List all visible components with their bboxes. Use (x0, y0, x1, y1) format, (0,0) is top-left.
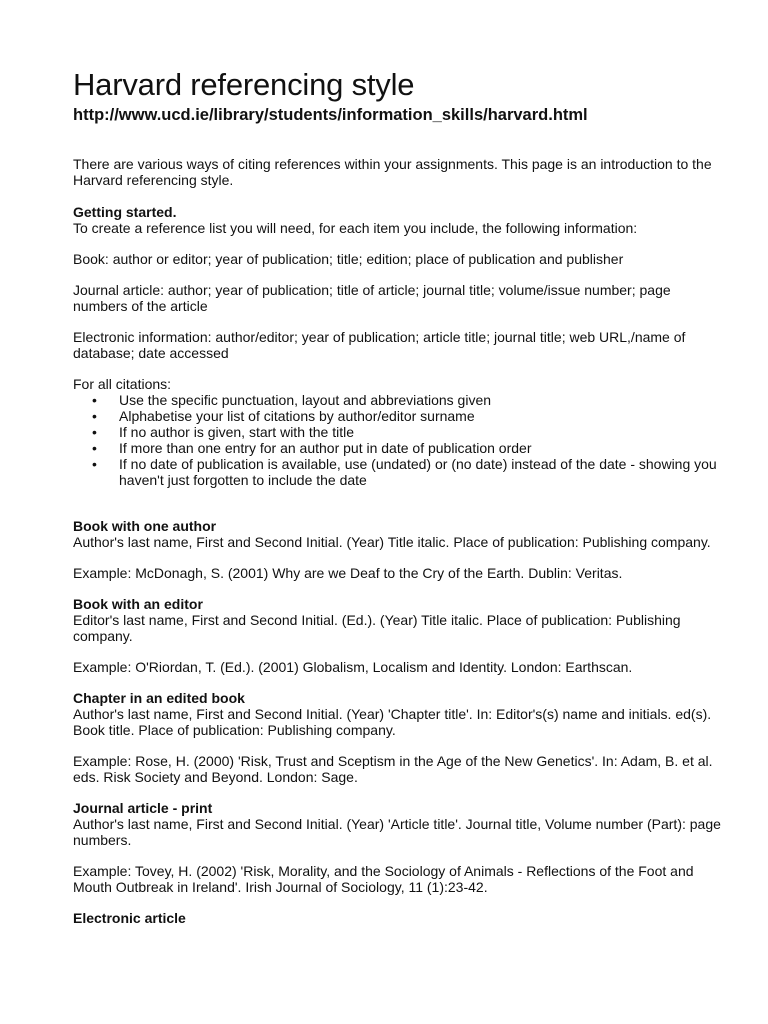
bullet-icon: • (92, 440, 97, 456)
bullet-icon: • (92, 392, 97, 408)
all-citations-label: For all citations: (73, 376, 172, 392)
intro-paragraph: There are various ways of citing references within your assignments. This page is an introduction to the Harvard referencing style. (73, 156, 712, 188)
page-title: Harvard referencing style (73, 67, 415, 102)
bullet-icon: • (92, 408, 97, 424)
list-item (92, 456, 728, 488)
section-example-book-one-author: Example: McDonagh, S. (2001) Why are we Deaf to the Cry of the Earth. Dublin: Veritas. (73, 565, 623, 581)
section-heading-chapter: Chapter in an edited book (73, 690, 245, 706)
section-heading-electronic-article: Electronic article (73, 910, 186, 926)
section-heading-book-editor: Book with an editor (73, 596, 203, 612)
electronic-info: Electronic information: author/editor; year of publication; article title; journal title; web URL,/name of database; date accessed (73, 329, 686, 361)
journal-info: Journal article: author; year of publication; title of article; journal title; volume/issue number; page numbers of the article (73, 282, 671, 314)
bullet-icon: • (92, 456, 97, 472)
source-url: http://www.ucd.ie/library/students/information_skills/harvard.html (73, 106, 588, 124)
section-format-journal-print: Author's last name, First and Second Initial. (Year) 'Article title'. Journal title, Volume number (Part): page numbers. (73, 816, 721, 848)
list-item-text: If no date of publication is available, use (undated) or (no date) instead of the date - showing you haven't just forgotten to include the date (119, 456, 717, 488)
list-item (92, 440, 728, 456)
list-item (92, 408, 728, 424)
getting-started-text: To create a reference list you will need, for each item you include, the following information: (73, 220, 638, 236)
list-item (92, 392, 728, 408)
section-example-book-editor: Example: O'Riordan, T. (Ed.). (2001) Globalism, Localism and Identity. London: Earthscan. (73, 659, 633, 675)
getting-started-heading: Getting started. (73, 204, 177, 220)
list-item (92, 424, 728, 440)
section-heading-book-one-author: Book with one author (73, 518, 217, 534)
section-format-book-editor: Editor's last name, First and Second Initial. (Ed.). (Year) Title italic. Place of publication: Publishing company. (73, 612, 681, 644)
section-format-book-one-author: Author's last name, First and Second Initial. (Year) Title italic. Place of publication: Publishing company. (73, 534, 711, 550)
section-example-journal-print: Example: Tovey, H. (2002) 'Risk, Morality, and the Sociology of Animals - Reflections of the Foot and Mouth Outbreak in Ireland'. Irish Journal of Sociology, 11 (1):23-42. (73, 863, 694, 895)
section-heading-journal-print: Journal article - print (73, 800, 213, 816)
list-item-text: If more than one entry for an author put in date of publication order (119, 440, 532, 456)
section-format-chapter: Author's last name, First and Second Initial. (Year) 'Chapter title'. In: Editor's(s) name and initials. ed(s). Book title. Place of publication: Publishing company. (73, 706, 712, 738)
bullet-icon: • (92, 424, 97, 440)
list-item-text: If no author is given, start with the title (119, 424, 355, 440)
list-item-text: Use the specific punctuation, layout and abbreviations given (119, 392, 492, 408)
section-example-chapter: Example: Rose, H. (2000) 'Risk, Trust and Sceptism in the Age of the New Genetics'. In: Adam, B. et al. eds. Risk Society and Beyond. London: Sage. (73, 753, 713, 785)
list-item-text: Alphabetise your list of citations by author/editor surname (119, 408, 475, 424)
book-info: Book: author or editor; year of publication; title; edition; place of publication and publisher (73, 251, 624, 267)
citation-rules-list (73, 392, 728, 488)
